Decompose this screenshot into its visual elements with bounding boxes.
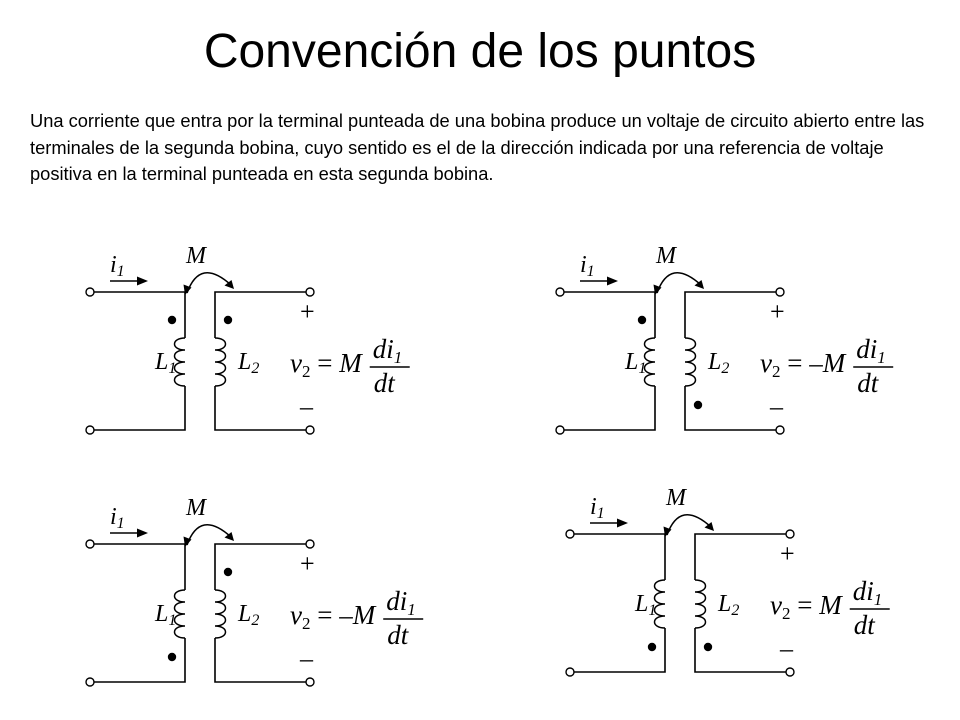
- polarity-dot-l1: [648, 643, 656, 651]
- inductor-l2-coil: [695, 580, 706, 628]
- voltage-subscript: 2: [301, 362, 311, 381]
- current-arrow-head-icon: [137, 529, 148, 538]
- equation-denominator: [854, 610, 877, 640]
- equals-sign: =: [780, 348, 810, 378]
- minus-symbol: –: [780, 634, 793, 663]
- mutual-symbol: M: [656, 243, 676, 269]
- voltage-equation: [760, 334, 893, 398]
- numerator-symbol: di: [852, 576, 874, 606]
- mutual-coupling-arc: [187, 525, 231, 545]
- input-bottom-terminal: [566, 668, 574, 676]
- current-subscript: 1: [116, 263, 125, 280]
- input-bottom-terminal: [86, 426, 94, 434]
- numerator-symbol: di: [372, 334, 394, 364]
- coil-subscript: 1: [638, 360, 647, 377]
- inductor-l2-coil: [685, 338, 696, 386]
- sign-symbol: –: [809, 348, 823, 378]
- minus-symbol: –: [300, 644, 313, 673]
- coil-symbol: L: [708, 349, 722, 375]
- equation-lhs: [290, 348, 363, 381]
- mutual-inductance-label: [185, 243, 208, 269]
- circuit-top-left: [86, 243, 410, 434]
- equation-lhs: [760, 348, 847, 381]
- current-arrow-head-icon: [617, 519, 628, 528]
- mutual-coupling-arc: [187, 273, 231, 293]
- primary-top-wire: [570, 534, 665, 580]
- current-subscript: 1: [596, 505, 605, 522]
- secondary-top-wire: [215, 292, 310, 338]
- sign-symbol: –: [339, 600, 353, 630]
- inductor-l1-label: [154, 349, 176, 377]
- secondary-top-wire: [685, 292, 780, 338]
- mutual-coupling-arc: [667, 515, 711, 535]
- coil-symbol: L: [238, 601, 252, 627]
- coil-symbol: L: [238, 349, 252, 375]
- voltage-subscript: 2: [301, 614, 311, 633]
- numerator-symbol: di: [386, 586, 408, 616]
- equation-numerator: [386, 586, 416, 619]
- primary-top-wire: [90, 544, 185, 590]
- output-plus-terminal: [776, 288, 784, 296]
- coil-subscript: 2: [251, 360, 260, 377]
- input-top-terminal: [566, 530, 574, 538]
- voltage-symbol: v: [760, 348, 772, 378]
- mutual-symbol: M: [186, 243, 206, 269]
- primary-bottom-wire: [560, 386, 655, 430]
- circuit-bottom-left: [86, 495, 423, 686]
- input-bottom-terminal: [86, 678, 94, 686]
- mutual-inductance-label: [665, 485, 688, 511]
- denominator-symbol: dt: [373, 368, 395, 398]
- voltage-subscript: 2: [771, 362, 781, 381]
- intro-paragraph: Una corriente que entra por la terminal punteada de una bobina produce un voltaje de circuito abierto entre las terminales de la segunda bobina, cuyo sentido es el de la dirección indicada por una referencia de voltaje positiva en la terminal punteada en esta segunda bobina.: [30, 110, 925, 185]
- output-minus-terminal: [306, 426, 314, 434]
- inductor-l2-label: [717, 591, 739, 619]
- secondary-top-wire: [695, 534, 790, 580]
- polarity-dot-l1: [168, 316, 176, 324]
- input-bottom-terminal: [556, 426, 564, 434]
- current-symbol: i: [110, 504, 117, 530]
- mutual-inductance-label: [185, 495, 208, 521]
- equation-lhs: [290, 600, 377, 633]
- output-minus-terminal: [306, 678, 314, 686]
- minus-sign: [769, 392, 784, 421]
- inductor-l2-coil: [215, 338, 226, 386]
- coil-subscript: 1: [168, 360, 177, 377]
- primary-bottom-wire: [90, 386, 185, 430]
- inductor-l1-label: [154, 601, 176, 629]
- circuit-top-right: [556, 243, 893, 434]
- minus-symbol: –: [300, 392, 313, 421]
- voltage-symbol: v: [290, 348, 302, 378]
- plus-sign: [770, 297, 785, 326]
- inductor-l2-label: [237, 601, 259, 629]
- numerator-subscript: 1: [393, 348, 403, 367]
- current-label-i1: [110, 252, 125, 280]
- equals-sign: =: [310, 600, 340, 630]
- inductor-l1-label: [624, 349, 646, 377]
- denominator-symbol: dt: [387, 620, 409, 650]
- secondary-bottom-wire: [215, 386, 310, 430]
- input-top-terminal: [556, 288, 564, 296]
- equals-sign: =: [310, 348, 340, 378]
- mutual-inductance-label: [655, 243, 678, 269]
- output-plus-terminal: [306, 288, 314, 296]
- numerator-subscript: 1: [877, 348, 886, 367]
- mutual-symbol: M: [822, 348, 846, 378]
- output-minus-terminal: [786, 668, 794, 676]
- coil-subscript: 2: [251, 612, 260, 629]
- current-subscript: 1: [586, 263, 595, 280]
- plus-sign: [780, 539, 795, 568]
- equation-denominator: [387, 620, 410, 650]
- current-arrow-head-icon: [607, 277, 618, 286]
- mutual-symbol: M: [186, 495, 206, 521]
- coil-symbol: L: [155, 349, 169, 375]
- polarity-dot-l1: [168, 653, 176, 661]
- equation-lhs: [770, 590, 843, 623]
- voltage-subscript: 2: [781, 604, 791, 623]
- polarity-dot-l2: [224, 568, 232, 576]
- coil-subscript: 2: [731, 602, 740, 619]
- page-title: Convención de los puntos: [203, 25, 757, 78]
- equation-numerator: [856, 334, 886, 367]
- primary-top-wire: [90, 292, 185, 338]
- polarity-dot-l2: [224, 316, 232, 324]
- inductor-l2-label: [237, 349, 259, 377]
- mutual-symbol: M: [819, 590, 842, 620]
- equation-numerator: [853, 576, 883, 609]
- secondary-top-wire: [215, 544, 310, 590]
- coil-subscript: 2: [721, 360, 730, 377]
- plus-symbol: +: [770, 297, 785, 326]
- minus-sign: [299, 644, 314, 673]
- plus-symbol: +: [780, 539, 795, 568]
- mutual-symbol: M: [339, 348, 362, 378]
- equation-denominator: [374, 368, 397, 398]
- input-top-terminal: [86, 540, 94, 548]
- equation-numerator: [373, 334, 403, 367]
- input-top-terminal: [86, 288, 94, 296]
- current-symbol: i: [110, 252, 117, 278]
- voltage-equation: [290, 586, 423, 650]
- voltage-equation: [770, 576, 890, 640]
- numerator-subscript: 1: [407, 600, 416, 619]
- plus-symbol: +: [300, 297, 315, 326]
- voltage-symbol: v: [770, 590, 782, 620]
- coil-symbol: L: [635, 591, 649, 617]
- secondary-bottom-wire: [215, 638, 310, 682]
- current-arrow-head-icon: [137, 277, 148, 286]
- inductor-l2-coil: [215, 590, 226, 638]
- polarity-dot-l1: [638, 316, 646, 324]
- numerator-symbol: di: [856, 334, 878, 364]
- polarity-dot-l2: [694, 401, 702, 409]
- coil-subscript: 1: [168, 612, 177, 629]
- primary-top-wire: [560, 292, 655, 338]
- numerator-subscript: 1: [873, 590, 883, 609]
- equals-sign: =: [790, 590, 820, 620]
- current-subscript: 1: [116, 515, 125, 532]
- polarity-dot-l2: [704, 643, 712, 651]
- coil-symbol: L: [155, 601, 169, 627]
- coil-symbol: L: [625, 349, 639, 375]
- output-plus-terminal: [306, 540, 314, 548]
- current-symbol: i: [580, 252, 587, 278]
- inductor-l1-label: [634, 591, 656, 619]
- coil-subscript: 1: [648, 602, 657, 619]
- plus-sign: [300, 297, 315, 326]
- voltage-equation: [290, 334, 410, 398]
- circuit-bottom-right: [566, 485, 890, 676]
- current-label-i1: [590, 494, 605, 522]
- mutual-symbol: M: [352, 600, 376, 630]
- minus-sign: [779, 634, 794, 663]
- mutual-coupling-arc: [657, 273, 701, 293]
- plus-symbol: +: [300, 549, 315, 578]
- current-label-i1: [110, 504, 125, 532]
- current-symbol: i: [590, 494, 597, 520]
- current-label-i1: [580, 252, 595, 280]
- output-minus-terminal: [776, 426, 784, 434]
- minus-sign: [299, 392, 314, 421]
- minus-symbol: –: [770, 392, 783, 421]
- inductor-l2-label: [707, 349, 729, 377]
- output-plus-terminal: [786, 530, 794, 538]
- mutual-symbol: M: [666, 485, 686, 511]
- plus-sign: [300, 549, 315, 578]
- voltage-symbol: v: [290, 600, 302, 630]
- coil-symbol: L: [718, 591, 732, 617]
- denominator-symbol: dt: [857, 368, 879, 398]
- equation-denominator: [857, 368, 880, 398]
- denominator-symbol: dt: [853, 610, 875, 640]
